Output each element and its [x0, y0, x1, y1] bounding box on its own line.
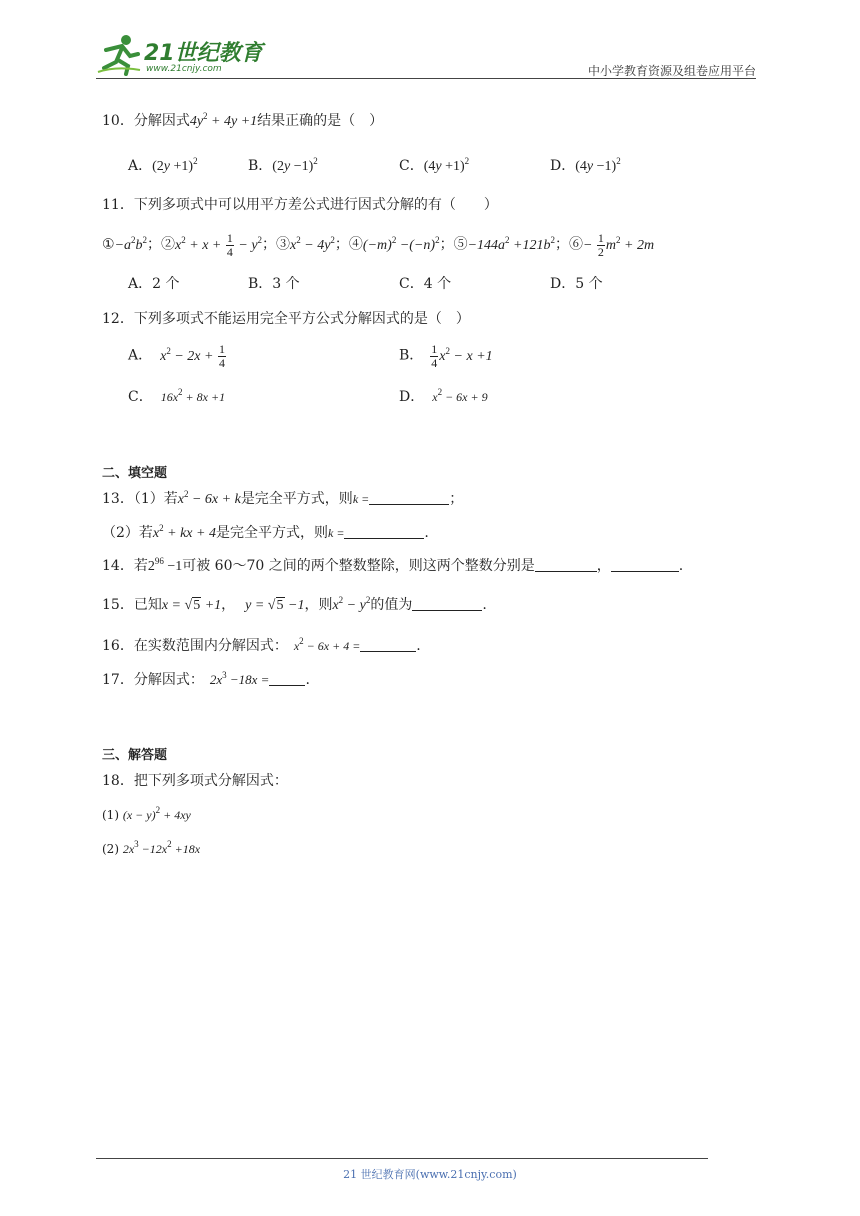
question-14: 14．若$2^{96} -1$可被 60～70 之间的两个整数整除，则这两个整数分别是 ， .	[102, 556, 684, 574]
question-10: 10．分解因式$4y^2 + 4y +1$结果正确的是（ ）	[102, 111, 384, 129]
footer-rule	[96, 1158, 708, 1159]
question-18	[102, 772, 288, 790]
platform-name: 中小学教育资源及组卷应用平台	[587, 64, 756, 78]
question-number: 16．	[102, 638, 134, 654]
answer-blank[interactable]	[535, 557, 597, 572]
footer-text[interactable]: 21 世纪教育网(www.21cnjy.com)	[343, 1168, 517, 1181]
question-12	[102, 310, 470, 328]
question-text: 把下列多项式分解因式：	[133, 773, 288, 789]
question-number: 10．	[102, 113, 134, 129]
logo-title: 21世纪教育	[144, 41, 263, 66]
question-15: 15．已知x = √5 +1， y = √5 −1，则$x^2 - y^2$的值为 .	[102, 595, 487, 613]
question-18-part-2: (2) $2x^3 -12x^2 +18x$	[102, 839, 201, 856]
option-a[interactable]: A．$(2y +1)^2$	[128, 156, 198, 174]
question-text: 分解因式	[133, 113, 190, 129]
option-a[interactable]: A．2 个	[128, 276, 180, 292]
question-number: 15．	[102, 597, 134, 613]
question-number: 11．	[102, 197, 134, 213]
section-heading-fill-in: 二、填空题	[102, 466, 168, 481]
option-c[interactable]: C．$(4y +1)^2$	[399, 156, 470, 174]
option-a[interactable]: A． $x^2 - 2x$ + $\frac{1}{4}$	[128, 342, 225, 370]
answer-blank[interactable]	[369, 490, 449, 505]
question-13-part-2: （2）若$x^2$ + kx + 4是完全平方式，则k = .	[102, 523, 429, 541]
header-rule	[96, 78, 756, 79]
option-c[interactable]: C． $16x^2 + 8x +1$	[128, 387, 226, 405]
question-11-items: $①-a^2b^2$；$②x^2 + x$ + $\frac{1}{4}$ − $y^2$；$③x^2 - 4y^2$；$④(-m)^2 -(-n)^2$；$⑤-144a^2 +121b^2$；⑥− $\frac{1}{2}$ $m^2 + 2m$	[102, 231, 655, 259]
question-text: 下列多项式中可以用平方差公式进行因式分解的有（ ）	[133, 197, 498, 213]
site-logo	[96, 34, 263, 78]
option-d[interactable]: D．5 个	[550, 276, 603, 292]
question-number: 17．	[102, 672, 134, 688]
answer-blank[interactable]	[611, 557, 679, 572]
question-number: 14．	[102, 558, 134, 574]
option-b[interactable]: B．3 个	[248, 276, 300, 292]
answer-blank[interactable]	[344, 524, 424, 539]
option-d[interactable]: D．$(4y -1)^2$	[550, 156, 621, 174]
question-text: 分解因式：	[133, 672, 204, 688]
question-text-end: 结果正确的是（ ）	[257, 113, 384, 129]
section-heading-answers: 三、解答题	[102, 748, 168, 763]
question-text: 可被 60～70 之间的两个整数整除，则这两个整数分别是	[182, 558, 535, 574]
question-number: 13．	[102, 491, 134, 507]
logo-subtitle: www.21cnjy.com	[146, 64, 222, 74]
question-18-part-1: (1) $(x - y)^2 + 4xy$	[102, 805, 191, 822]
question-number: 18．	[102, 773, 134, 789]
option-b[interactable]: B． $\frac{1}{4}$ $x^2 - x +1$	[399, 342, 493, 370]
question-text: 在实数范围内分解因式：	[133, 638, 288, 654]
option-d[interactable]: D． $x^2 - 6x + 9$	[399, 387, 488, 405]
question-11	[102, 196, 498, 214]
answer-blank[interactable]	[360, 637, 416, 652]
question-17: 17．分解因式： $2x^3 -18x$ = .	[102, 670, 310, 688]
question-number: 12．	[102, 311, 134, 327]
question-13: 13．（1）若$x^2 - 6x + k$是完全平方式，则k = ；	[102, 489, 464, 507]
question-text: 下列多项式不能运用完全平方公式分解因式的是（ ）	[133, 311, 470, 327]
answer-blank[interactable]	[269, 671, 305, 686]
option-c[interactable]: C．4 个	[399, 276, 452, 292]
runner-logo-icon	[96, 34, 142, 76]
question-16: 16．在实数范围内分解因式： $x^2 - 6x + 4$ = .	[102, 636, 421, 654]
answer-blank[interactable]	[412, 596, 482, 611]
option-b[interactable]: B．$(2y -1)^2$	[248, 156, 318, 174]
